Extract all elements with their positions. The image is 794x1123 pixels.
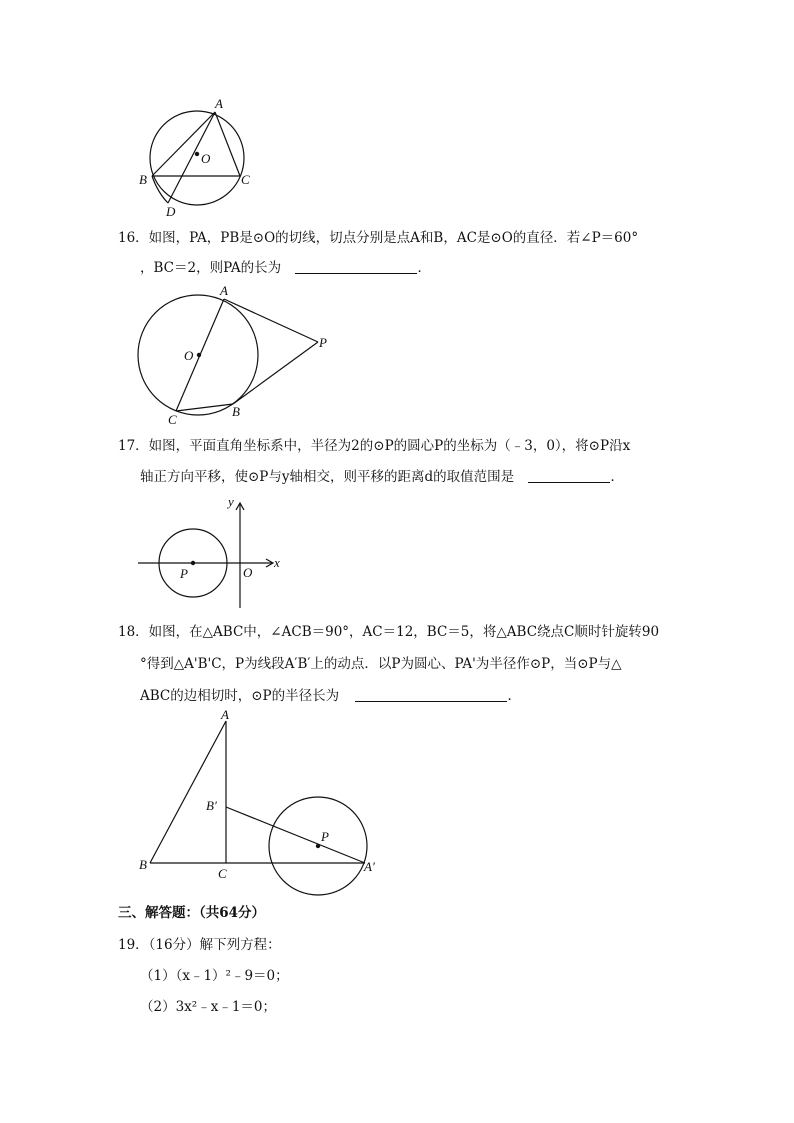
label-a: A bbox=[221, 707, 229, 722]
label-o: O bbox=[184, 348, 194, 363]
q16-line2-text: ，BC＝2，则PA的长为 bbox=[140, 260, 282, 276]
label-o: O bbox=[243, 565, 253, 580]
label-p: P bbox=[319, 335, 327, 350]
q18-line2: °得到△A'B'C，P为线段A′B′上的动点．以P为圆心、PA'为半径作⊙P，当⊙P与△ bbox=[140, 656, 622, 672]
segment-ab bbox=[152, 112, 215, 176]
segment-b-prime-a-prime bbox=[226, 807, 365, 863]
label-c: C bbox=[168, 412, 177, 427]
label-y: y bbox=[228, 494, 234, 509]
q16-answer-blank[interactable] bbox=[295, 259, 417, 274]
q17-end: ． bbox=[610, 469, 624, 485]
label-x: x bbox=[274, 555, 280, 570]
q16-end: ． bbox=[417, 260, 431, 276]
label-o: O bbox=[201, 151, 211, 166]
label-d: D bbox=[166, 204, 176, 219]
q19-title: 19．（16分）解下列方程： bbox=[118, 937, 281, 953]
center-dot-o bbox=[197, 353, 201, 357]
section-three-title: 三、解答题：（共64分） bbox=[118, 905, 266, 921]
q18-line3 bbox=[140, 686, 521, 706]
q17-line2-text: 轴正方向平移，使⊙P与y轴相交，则平移的距离d的取值范围是 bbox=[140, 469, 515, 485]
center-dot-o bbox=[195, 152, 199, 156]
figure-q17-coordinate bbox=[130, 492, 290, 612]
figure-q18-rotation bbox=[130, 706, 390, 886]
q19-item-1: （1）（x﹣1）²﹣9＝0； bbox=[140, 968, 289, 984]
label-a: A bbox=[220, 283, 228, 298]
q18-answer-blank[interactable] bbox=[355, 687, 507, 702]
q18-line3-text: ABC的边相切时，⊙P的半径长为 bbox=[140, 688, 340, 704]
q18-end: ． bbox=[507, 688, 521, 704]
label-b: B bbox=[139, 172, 147, 187]
segment-ab bbox=[150, 721, 226, 863]
label-a: A bbox=[215, 96, 223, 111]
q17-line2 bbox=[140, 467, 624, 487]
circle-o bbox=[150, 111, 244, 205]
label-a-prime: A′ bbox=[364, 859, 375, 874]
chord-cb bbox=[176, 404, 233, 411]
segment-bd bbox=[152, 176, 168, 203]
label-b: B bbox=[232, 404, 240, 419]
label-b: B bbox=[139, 857, 147, 872]
q16-line2 bbox=[140, 258, 431, 278]
center-dot-p bbox=[316, 844, 320, 848]
label-c: C bbox=[241, 172, 250, 187]
tangent-pb bbox=[233, 342, 318, 404]
tangent-pa bbox=[224, 299, 318, 342]
q17-line1: 17．如图，平面直角坐标系中，半径为2的⊙P的圆心P的坐标为（﹣3，0），将⊙P沿x bbox=[118, 438, 631, 454]
label-p: P bbox=[321, 829, 329, 844]
figure-q15-circle-triangle bbox=[130, 95, 260, 220]
center-dot-p bbox=[191, 561, 195, 565]
label-b-prime: B′ bbox=[206, 798, 217, 813]
q18-line1: 18．如图，在△ABC中，∠ACB＝90°，AC＝12，BC＝5，将△ABC绕点C顺时针旋转90 bbox=[118, 624, 660, 640]
q16-line1: 16．如图，PA，PB是⊙O的切线，切点分别是点A和B，AC是⊙O的直径．若∠P＝60° bbox=[118, 230, 639, 246]
q17-answer-blank[interactable] bbox=[528, 468, 610, 483]
label-c: C bbox=[218, 866, 227, 881]
label-p: P bbox=[180, 566, 188, 581]
figure-q16-tangents bbox=[130, 283, 345, 428]
q19-item-2: （2）3x²﹣x﹣1＝0； bbox=[140, 999, 276, 1015]
